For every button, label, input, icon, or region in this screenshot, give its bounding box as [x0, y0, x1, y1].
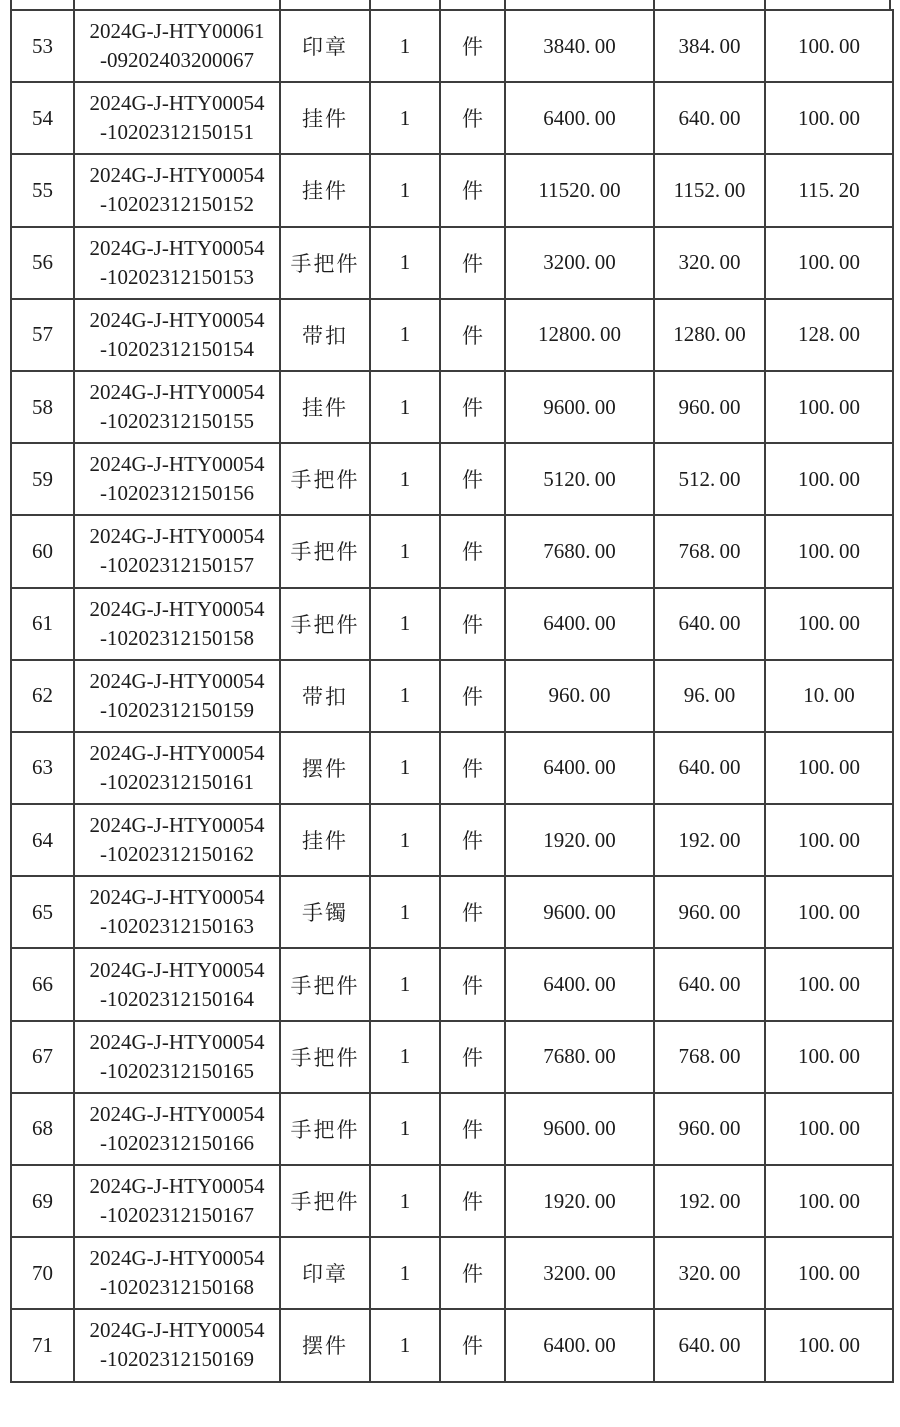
code-line-1: 2024G-J-HTY00054 — [89, 235, 265, 260]
cell-rate: 100. 00 — [765, 1021, 893, 1093]
code-line-2: -10202312150157 — [100, 553, 254, 578]
cell-amount: 6400. 00 — [505, 1309, 654, 1381]
table-row — [11, 732, 893, 804]
cell-unit: 件 — [440, 1165, 505, 1237]
cell-rate: 100. 00 — [765, 948, 893, 1020]
table-row — [11, 1165, 893, 1237]
cell-rate: 100. 00 — [765, 371, 893, 443]
cell-item-code — [74, 299, 280, 371]
cell-quantity: 1 — [370, 371, 440, 443]
cell-item-type: 印章 — [280, 10, 370, 82]
cell-fee: 640. 00 — [654, 588, 765, 660]
cell-unit: 件 — [440, 876, 505, 948]
items-table — [10, 9, 894, 1383]
table-row — [11, 371, 893, 443]
cell-item-code — [74, 948, 280, 1020]
cell-item-code — [74, 443, 280, 515]
cell-quantity: 1 — [370, 1021, 440, 1093]
cell-amount: 6400. 00 — [505, 732, 654, 804]
cell-rate: 100. 00 — [765, 1165, 893, 1237]
cell-quantity: 1 — [370, 1309, 440, 1381]
cell-row-number: 58 — [11, 371, 74, 443]
cell-rate: 100. 00 — [765, 443, 893, 515]
cell-row-number: 53 — [11, 10, 74, 82]
code-line-2: -10202312150161 — [100, 769, 254, 794]
cell-amount: 6400. 00 — [505, 588, 654, 660]
cell-item-type: 带扣 — [280, 660, 370, 732]
cell-amount: 5120. 00 — [505, 443, 654, 515]
cell-item-code — [74, 1021, 280, 1093]
table-row — [11, 10, 893, 82]
cell-fee: 640. 00 — [654, 948, 765, 1020]
code-line-2: -10202312150154 — [100, 336, 254, 361]
cell-quantity: 1 — [370, 948, 440, 1020]
cell-item-code — [74, 82, 280, 154]
cell-item-code — [74, 1093, 280, 1165]
cell-quantity: 1 — [370, 588, 440, 660]
cell-item-code — [74, 1309, 280, 1381]
code-line-1: 2024G-J-HTY00054 — [89, 452, 265, 477]
cell-item-code — [74, 588, 280, 660]
cell-fee: 192. 00 — [654, 804, 765, 876]
cell-item-type: 挂件 — [280, 371, 370, 443]
table-row — [11, 804, 893, 876]
cell-unit: 件 — [440, 1021, 505, 1093]
cell-quantity: 1 — [370, 515, 440, 587]
table-row — [11, 1021, 893, 1093]
table-body — [11, 10, 893, 1382]
table-row — [11, 154, 893, 226]
code-line-1: 2024G-J-HTY00054 — [89, 813, 265, 838]
cell-row-number: 69 — [11, 1165, 74, 1237]
cell-amount: 9600. 00 — [505, 1093, 654, 1165]
cell-row-number: 61 — [11, 588, 74, 660]
cell-row-number: 70 — [11, 1237, 74, 1309]
cell-fee: 320. 00 — [654, 1237, 765, 1309]
cell-item-code — [74, 227, 280, 299]
cell-rate: 100. 00 — [765, 82, 893, 154]
cell-unit: 件 — [440, 1237, 505, 1309]
cell-amount: 3840. 00 — [505, 10, 654, 82]
column-border-stub — [73, 0, 75, 9]
column-border-stub — [369, 0, 371, 9]
code-line-2: -10202312150167 — [100, 1203, 254, 1228]
cell-unit: 件 — [440, 1093, 505, 1165]
code-line-1: 2024G-J-HTY00054 — [89, 91, 265, 116]
table-row — [11, 82, 893, 154]
table-row — [11, 443, 893, 515]
code-line-1: 2024G-J-HTY00054 — [89, 1174, 265, 1199]
cell-fee: 768. 00 — [654, 1021, 765, 1093]
cell-fee: 384. 00 — [654, 10, 765, 82]
cell-item-code — [74, 154, 280, 226]
cell-item-code — [74, 10, 280, 82]
cell-quantity: 1 — [370, 1093, 440, 1165]
code-line-2: -10202312150156 — [100, 481, 254, 506]
table-top-edge-stubs — [10, 0, 891, 9]
cell-quantity: 1 — [370, 804, 440, 876]
cell-fee: 192. 00 — [654, 1165, 765, 1237]
code-line-1: 2024G-J-HTY00054 — [89, 307, 265, 332]
code-line-1: 2024G-J-HTY00054 — [89, 596, 265, 621]
code-line-1: 2024G-J-HTY00054 — [89, 957, 265, 982]
cell-fee: 512. 00 — [654, 443, 765, 515]
cell-unit: 件 — [440, 804, 505, 876]
cell-rate: 115. 20 — [765, 154, 893, 226]
cell-rate: 100. 00 — [765, 588, 893, 660]
cell-unit: 件 — [440, 10, 505, 82]
cell-unit: 件 — [440, 371, 505, 443]
cell-item-code — [74, 515, 280, 587]
cell-unit: 件 — [440, 660, 505, 732]
table-row — [11, 948, 893, 1020]
cell-quantity: 1 — [370, 227, 440, 299]
table-row — [11, 1093, 893, 1165]
cell-item-code — [74, 1237, 280, 1309]
cell-quantity: 1 — [370, 10, 440, 82]
cell-fee: 320. 00 — [654, 227, 765, 299]
code-line-2: -10202312150163 — [100, 914, 254, 939]
code-line-2: -10202312150169 — [100, 1347, 254, 1372]
cell-unit: 件 — [440, 588, 505, 660]
cell-row-number: 68 — [11, 1093, 74, 1165]
cell-fee: 1152. 00 — [654, 154, 765, 226]
code-line-2: -10202312150166 — [100, 1130, 254, 1155]
cell-unit: 件 — [440, 82, 505, 154]
cell-amount: 7680. 00 — [505, 515, 654, 587]
table-row — [11, 660, 893, 732]
cell-fee: 640. 00 — [654, 1309, 765, 1381]
table-row — [11, 227, 893, 299]
code-line-2: -10202312150155 — [100, 409, 254, 434]
code-line-2: -10202312150158 — [100, 625, 254, 650]
cell-unit: 件 — [440, 515, 505, 587]
code-line-1: 2024G-J-HTY00054 — [89, 1246, 265, 1271]
cell-row-number: 66 — [11, 948, 74, 1020]
code-line-2: -10202312150162 — [100, 842, 254, 867]
cell-amount: 12800. 00 — [505, 299, 654, 371]
cell-rate: 100. 00 — [765, 515, 893, 587]
code-line-2: -10202312150165 — [100, 1058, 254, 1083]
column-border-stub — [439, 0, 441, 9]
cell-item-type: 手把件 — [280, 1165, 370, 1237]
column-border-stub — [653, 0, 655, 9]
code-line-1: 2024G-J-HTY00054 — [89, 1101, 265, 1126]
code-line-2: -10202312150152 — [100, 192, 254, 217]
cell-rate: 100. 00 — [765, 10, 893, 82]
cell-unit: 件 — [440, 732, 505, 804]
cell-quantity: 1 — [370, 876, 440, 948]
cell-quantity: 1 — [370, 154, 440, 226]
cell-rate: 100. 00 — [765, 876, 893, 948]
code-line-2: -10202312150164 — [100, 986, 254, 1011]
cell-amount: 3200. 00 — [505, 1237, 654, 1309]
cell-quantity: 1 — [370, 1165, 440, 1237]
cell-item-type: 手把件 — [280, 515, 370, 587]
cell-item-type: 挂件 — [280, 154, 370, 226]
cell-item-type: 手把件 — [280, 1021, 370, 1093]
cell-item-type: 手把件 — [280, 1093, 370, 1165]
cell-row-number: 65 — [11, 876, 74, 948]
cell-item-type: 手镯 — [280, 876, 370, 948]
cell-fee: 1280. 00 — [654, 299, 765, 371]
column-border-stub — [764, 0, 766, 9]
cell-item-code — [74, 1165, 280, 1237]
cell-unit: 件 — [440, 948, 505, 1020]
code-line-2: -10202312150159 — [100, 697, 254, 722]
cell-unit: 件 — [440, 227, 505, 299]
cell-rate: 100. 00 — [765, 1237, 893, 1309]
code-line-2: -09202403200067 — [100, 48, 254, 73]
code-line-1: 2024G-J-HTY00054 — [89, 380, 265, 405]
cell-amount: 9600. 00 — [505, 371, 654, 443]
cell-item-type: 印章 — [280, 1237, 370, 1309]
cell-item-type: 带扣 — [280, 299, 370, 371]
cell-fee: 96. 00 — [654, 660, 765, 732]
cell-item-type: 手把件 — [280, 443, 370, 515]
cell-item-code — [74, 371, 280, 443]
cell-rate: 100. 00 — [765, 1309, 893, 1381]
code-line-1: 2024G-J-HTY00054 — [89, 163, 265, 188]
cell-unit: 件 — [440, 299, 505, 371]
cell-row-number: 59 — [11, 443, 74, 515]
cell-amount: 11520. 00 — [505, 154, 654, 226]
code-line-1: 2024G-J-HTY00054 — [89, 668, 265, 693]
code-line-2: -10202312150151 — [100, 120, 254, 145]
cell-rate: 10. 00 — [765, 660, 893, 732]
cell-row-number: 64 — [11, 804, 74, 876]
cell-item-type: 手把件 — [280, 227, 370, 299]
cell-amount: 1920. 00 — [505, 804, 654, 876]
cell-row-number: 60 — [11, 515, 74, 587]
cell-amount: 3200. 00 — [505, 227, 654, 299]
cell-fee: 960. 00 — [654, 876, 765, 948]
cell-item-type: 手把件 — [280, 948, 370, 1020]
cell-item-type: 摆件 — [280, 732, 370, 804]
code-line-1: 2024G-J-HTY00054 — [89, 524, 265, 549]
column-border-stub — [279, 0, 281, 9]
cell-row-number: 63 — [11, 732, 74, 804]
cell-row-number: 62 — [11, 660, 74, 732]
column-border-stub — [889, 0, 891, 9]
cell-item-code — [74, 804, 280, 876]
cell-item-code — [74, 876, 280, 948]
table-row — [11, 1237, 893, 1309]
code-line-1: 2024G-J-HTY00061 — [89, 19, 265, 44]
cell-row-number: 54 — [11, 82, 74, 154]
table-row — [11, 588, 893, 660]
cell-item-code — [74, 660, 280, 732]
table-row — [11, 876, 893, 948]
cell-amount: 960. 00 — [505, 660, 654, 732]
cell-rate: 100. 00 — [765, 732, 893, 804]
table-row — [11, 299, 893, 371]
cell-item-type: 挂件 — [280, 804, 370, 876]
cell-rate: 100. 00 — [765, 227, 893, 299]
cell-row-number: 57 — [11, 299, 74, 371]
cell-quantity: 1 — [370, 732, 440, 804]
code-line-1: 2024G-J-HTY00054 — [89, 740, 265, 765]
cell-quantity: 1 — [370, 1237, 440, 1309]
cell-unit: 件 — [440, 154, 505, 226]
cell-row-number: 71 — [11, 1309, 74, 1381]
cell-row-number: 67 — [11, 1021, 74, 1093]
cell-fee: 960. 00 — [654, 371, 765, 443]
cell-quantity: 1 — [370, 443, 440, 515]
column-border-stub — [10, 0, 12, 9]
code-line-2: -10202312150168 — [100, 1275, 254, 1300]
code-line-1: 2024G-J-HTY00054 — [89, 1029, 265, 1054]
cell-unit: 件 — [440, 1309, 505, 1381]
cell-item-type: 摆件 — [280, 1309, 370, 1381]
cell-fee: 960. 00 — [654, 1093, 765, 1165]
cell-amount: 6400. 00 — [505, 82, 654, 154]
cell-amount: 6400. 00 — [505, 948, 654, 1020]
cell-rate: 100. 00 — [765, 1093, 893, 1165]
cell-row-number: 56 — [11, 227, 74, 299]
cell-rate: 100. 00 — [765, 804, 893, 876]
cell-item-code — [74, 732, 280, 804]
cell-amount: 9600. 00 — [505, 876, 654, 948]
code-line-1: 2024G-J-HTY00054 — [89, 1318, 265, 1343]
column-border-stub — [504, 0, 506, 9]
cell-unit: 件 — [440, 443, 505, 515]
cell-amount: 1920. 00 — [505, 1165, 654, 1237]
code-line-1: 2024G-J-HTY00054 — [89, 885, 265, 910]
cell-fee: 768. 00 — [654, 515, 765, 587]
cell-rate: 128. 00 — [765, 299, 893, 371]
cell-quantity: 1 — [370, 660, 440, 732]
cell-fee: 640. 00 — [654, 82, 765, 154]
cell-quantity: 1 — [370, 299, 440, 371]
cell-item-type: 手把件 — [280, 588, 370, 660]
cell-item-type: 挂件 — [280, 82, 370, 154]
cell-fee: 640. 00 — [654, 732, 765, 804]
cell-quantity: 1 — [370, 82, 440, 154]
cell-amount: 7680. 00 — [505, 1021, 654, 1093]
code-line-2: -10202312150153 — [100, 264, 254, 289]
table-row — [11, 515, 893, 587]
table-row — [11, 1309, 893, 1381]
cell-row-number: 55 — [11, 154, 74, 226]
